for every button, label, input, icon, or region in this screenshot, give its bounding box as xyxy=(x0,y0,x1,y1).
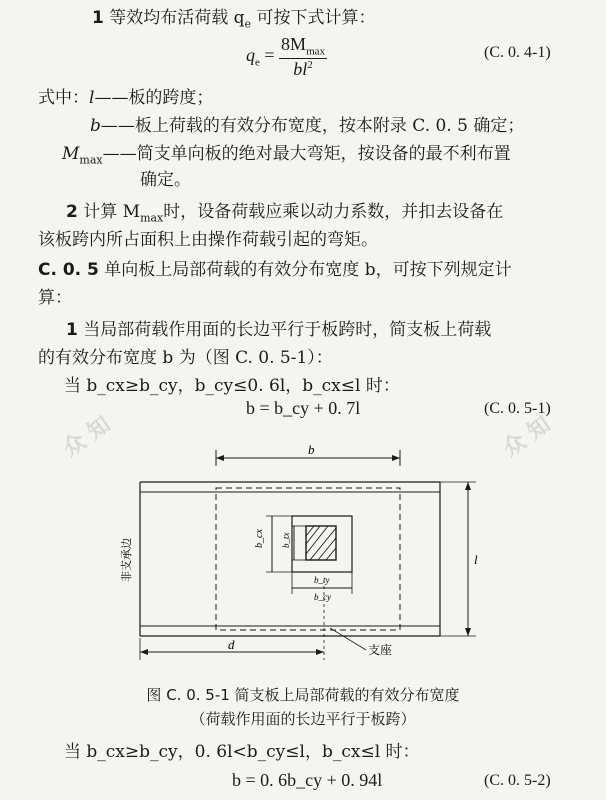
fig-label-btx: b_tx xyxy=(281,532,291,548)
section-c05-number: C. 0. 5 xyxy=(38,260,99,280)
where-l-text: ——板的跨度； xyxy=(94,88,214,108)
para1-sub: e xyxy=(244,17,252,31)
para1-number: 1 xyxy=(92,8,104,28)
where-m-symbol: M xyxy=(62,144,80,164)
para3-line1 xyxy=(66,318,491,342)
watermark: 众 知 xyxy=(58,411,116,463)
para2-line1 xyxy=(66,200,503,230)
figure-caption-line1: 图 C. 0. 5-1 简支板上局部荷载的有效分布宽度 xyxy=(146,686,460,704)
fig-label-d: d xyxy=(228,637,235,652)
eq1-lhs-sub: e xyxy=(255,56,260,69)
where-m-sub: max xyxy=(79,153,103,167)
section-c05-line2: 算： xyxy=(38,288,72,308)
where-m-line2: 确定。 xyxy=(140,170,191,190)
figure-caption-line2: （荷载作用面的长边平行于板跨） xyxy=(190,710,416,728)
where-b-symbol: b xyxy=(90,116,101,136)
fig-label-l: l xyxy=(474,552,478,567)
eq1-lhs: q xyxy=(246,44,255,65)
para2-number: 2 xyxy=(66,202,78,222)
fig-label-bcy: b_cy xyxy=(314,592,331,602)
where-l-line xyxy=(38,86,213,110)
eq1-numerator-sub: max xyxy=(306,45,326,58)
eq3-label: (C. 0. 5-2) xyxy=(484,772,551,789)
para3-number: 1 xyxy=(66,320,78,340)
where-l-symbol: l xyxy=(89,88,95,108)
para1-line xyxy=(92,6,375,36)
eq1-denominator-sup: 2 xyxy=(307,58,313,71)
equation-c041 xyxy=(246,34,327,80)
where-m-text: ——简支单向板的绝对最大弯矩，按设备的最不利布置 xyxy=(102,144,511,164)
para2-text-a: 计算 M xyxy=(77,202,141,222)
equation-c051: b = b_cy + 0. 7l xyxy=(246,398,361,418)
eq2-label: (C. 0. 5-1) xyxy=(484,400,551,417)
where-b-text: ——板上荷载的有效分布宽度，按本附录 C. 0. 5 确定； xyxy=(100,116,525,136)
fig-label-side: 非支承边 xyxy=(121,538,133,582)
section-c05-text: 单向板上局部荷载的有效分布宽度 b，可按下列规定计 xyxy=(98,260,512,280)
para3-text: 当局部荷载作用面的长边平行于板跨时，简支板上荷载 xyxy=(77,320,492,340)
condition-2: 当 b_cx≥b_cy，0. 6l<b_cy≤l，b_cx≤l 时： xyxy=(64,742,420,762)
para2-sub: max xyxy=(140,211,164,225)
fig-label-bcx: b_cx xyxy=(254,529,265,548)
eq1-equals: = xyxy=(259,44,280,65)
condition-1: 当 b_cx≥b_cy，b_cy≤0. 6l，b_cx≤l 时： xyxy=(64,376,400,396)
where-intro: 式中： xyxy=(38,88,89,108)
fig-label-bty: b_ty xyxy=(314,575,330,585)
fig-label-support: 支座 xyxy=(368,643,393,657)
para1-text2: 可按下式计算： xyxy=(251,8,376,28)
para2-text-b: 时，设备荷载应乘以动力系数，并扣去设备在 xyxy=(163,202,504,222)
where-m-line xyxy=(62,142,511,172)
figure-c051 xyxy=(0,440,606,680)
equation-c052: b = 0. 6b_cy + 0. 94l xyxy=(232,770,383,790)
eq1-fraction xyxy=(279,34,327,80)
para2-line2: 该板跨内所占面积上由操作荷载引起的弯矩。 xyxy=(38,230,378,250)
eq1-numerator: 8M xyxy=(281,34,307,54)
where-b-line xyxy=(90,114,524,138)
section-c05-line1 xyxy=(38,258,512,282)
eq1-label: (C. 0. 4-1) xyxy=(484,44,551,61)
watermark: 众 知 xyxy=(498,411,556,463)
eq1-denominator: bl xyxy=(293,58,308,79)
fig-label-b: b xyxy=(308,442,315,457)
para3-line2: 的有效分布宽度 b 为（图 C. 0. 5-1）： xyxy=(38,348,333,368)
para1-text: 等效均布活荷载 q xyxy=(109,8,245,28)
